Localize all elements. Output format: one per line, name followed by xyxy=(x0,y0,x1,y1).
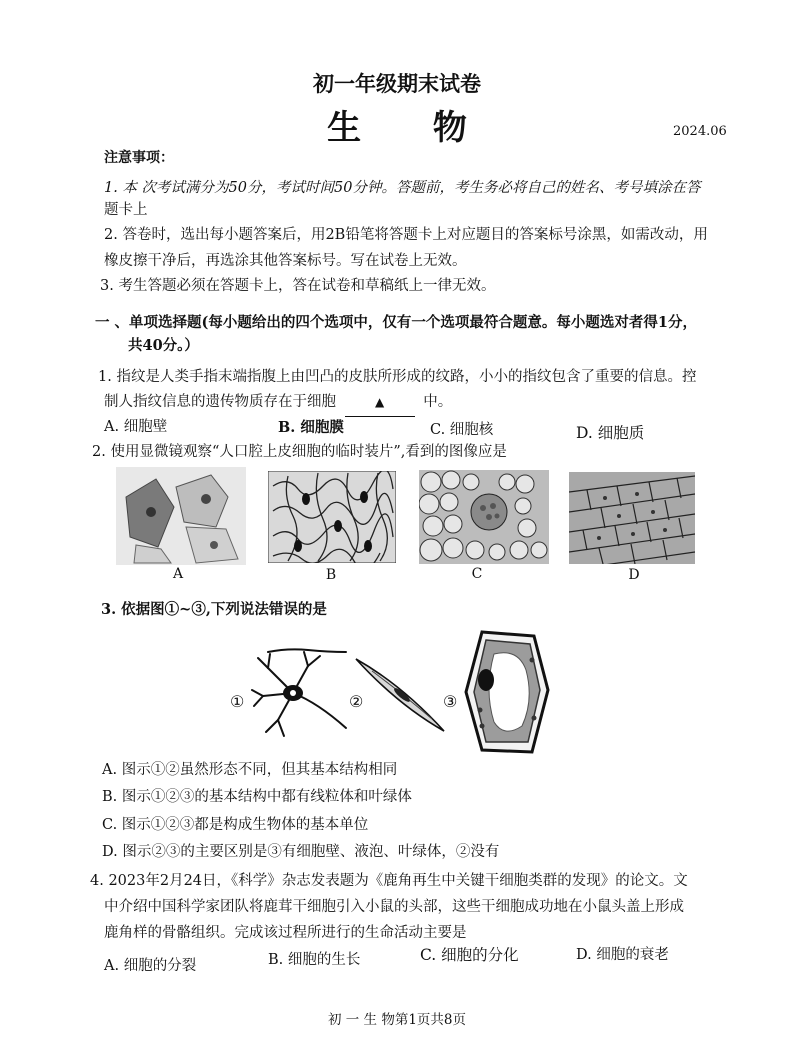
neuron-cell-figure xyxy=(248,648,348,740)
q1-option-c: C. 细胞核 xyxy=(430,422,494,438)
q2-caption-a: A xyxy=(172,566,184,582)
notice-item-1: 1. 本 次考试满分为50分，考试时间50分钟。答题前，考生务必将自己的姓名、考号填涂在答 xyxy=(104,180,701,196)
exam-date: 2024.06 xyxy=(673,124,727,139)
q2-image-c xyxy=(419,470,549,564)
notice-item-2: 2. 答卷时，选出每小题答案后，用2B铅笔将答题卡上对应题目的答案标号涂黑，如需改动，用 xyxy=(104,227,708,243)
q1-stem-suffix: 中。 xyxy=(423,394,453,410)
q2-caption-c: C xyxy=(471,566,483,582)
q4-option-b: B. 细胞的生长 xyxy=(268,952,361,968)
q2-image-d xyxy=(569,472,695,564)
q3-option-b: B. 图示①②③的基本结构中都有线粒体和叶绿体 xyxy=(102,789,412,805)
q3-option-d: D. 图示②③的主要区别是③有细胞壁、液泡、叶绿体，②没有 xyxy=(102,844,500,860)
q1-stem-prefix: 制人指纹信息的遗传物质存在于细胞 xyxy=(104,394,336,410)
q3-fig-label-1: ① xyxy=(230,692,245,711)
notice-heading: 注意事项： xyxy=(104,150,174,166)
q3-option-c: C. 图示①②③都是构成生物体的基本单位 xyxy=(102,817,369,833)
muscle-cell-figure xyxy=(352,655,448,735)
q4-option-d: D. 细胞的衰老 xyxy=(576,947,669,963)
q4-option-a: A. 细胞的分裂 xyxy=(104,958,197,974)
q1-stem-cont xyxy=(104,389,452,417)
q2-image-a xyxy=(116,467,246,565)
q4-stem: 4. 2023年2月24日，《科学》杂志发表题为《鹿角再生中关键干细胞类群的发现》的论文。文 xyxy=(90,873,688,889)
exam-title: 初一年级期末试卷 xyxy=(313,71,481,96)
q1-option-a: A. 细胞壁 xyxy=(104,419,168,435)
page-footer: 初 一 生 物第1页共8页 xyxy=(327,1012,467,1028)
q3-fig-label-3: ③ xyxy=(443,692,458,711)
q1-answer-blank: ▲ xyxy=(345,389,415,417)
q4-option-c: C. 细胞的分化 xyxy=(420,946,519,964)
q2-caption-b: B xyxy=(325,567,337,583)
q2-stem: 2. 使用显微镜观察“人口腔上皮细胞的临时装片”,看到的图像应是 xyxy=(92,444,507,460)
subject-title: 生 物 xyxy=(327,108,497,148)
q4-stem-cont-1: 中介绍中国科学家团队将鹿茸干细胞引入小鼠的头部，这些干细胞成功地在小鼠头盖上形成 xyxy=(104,899,684,915)
section-1-heading: 一 、单项选择题(每小题给出的四个选项中，仅有一个选项最符合题意。每小题选对者得1分， xyxy=(95,314,697,331)
plant-cell-figure xyxy=(464,630,550,756)
q3-option-a: A. 图示①②虽然形态不同，但其基本结构相同 xyxy=(102,762,398,778)
q3-stem: 3. 依据图①~③,下列说法错误的是 xyxy=(101,601,327,618)
q4-stem-cont-2: 鹿角样的骨骼组织。完成该过程所进行的生命活动主要是 xyxy=(104,925,467,941)
q1-option-d: D. 细胞质 xyxy=(576,424,645,442)
q2-image-b xyxy=(268,471,396,563)
notice-item-1-cont: 题卡上 xyxy=(104,202,148,218)
q1-option-b: B. 细胞膜 xyxy=(278,419,344,436)
notice-item-3: 3. 考生答题必须在答题卡上，答在试卷和草稿纸上一律无效。 xyxy=(100,278,496,294)
q1-stem: 1. 指纹是人类手指末端指腹上由凹凸的皮肤所形成的纹路，小小的指纹包含了重要的信息。控 xyxy=(98,369,697,385)
q2-caption-d: D xyxy=(628,567,640,583)
q3-fig-label-2: ② xyxy=(349,692,364,711)
notice-item-2-cont: 橡皮擦干净后，再选涂其他答案标号。写在试卷上无效。 xyxy=(104,253,467,269)
section-1-heading-cont: 共40分。） xyxy=(128,337,199,354)
